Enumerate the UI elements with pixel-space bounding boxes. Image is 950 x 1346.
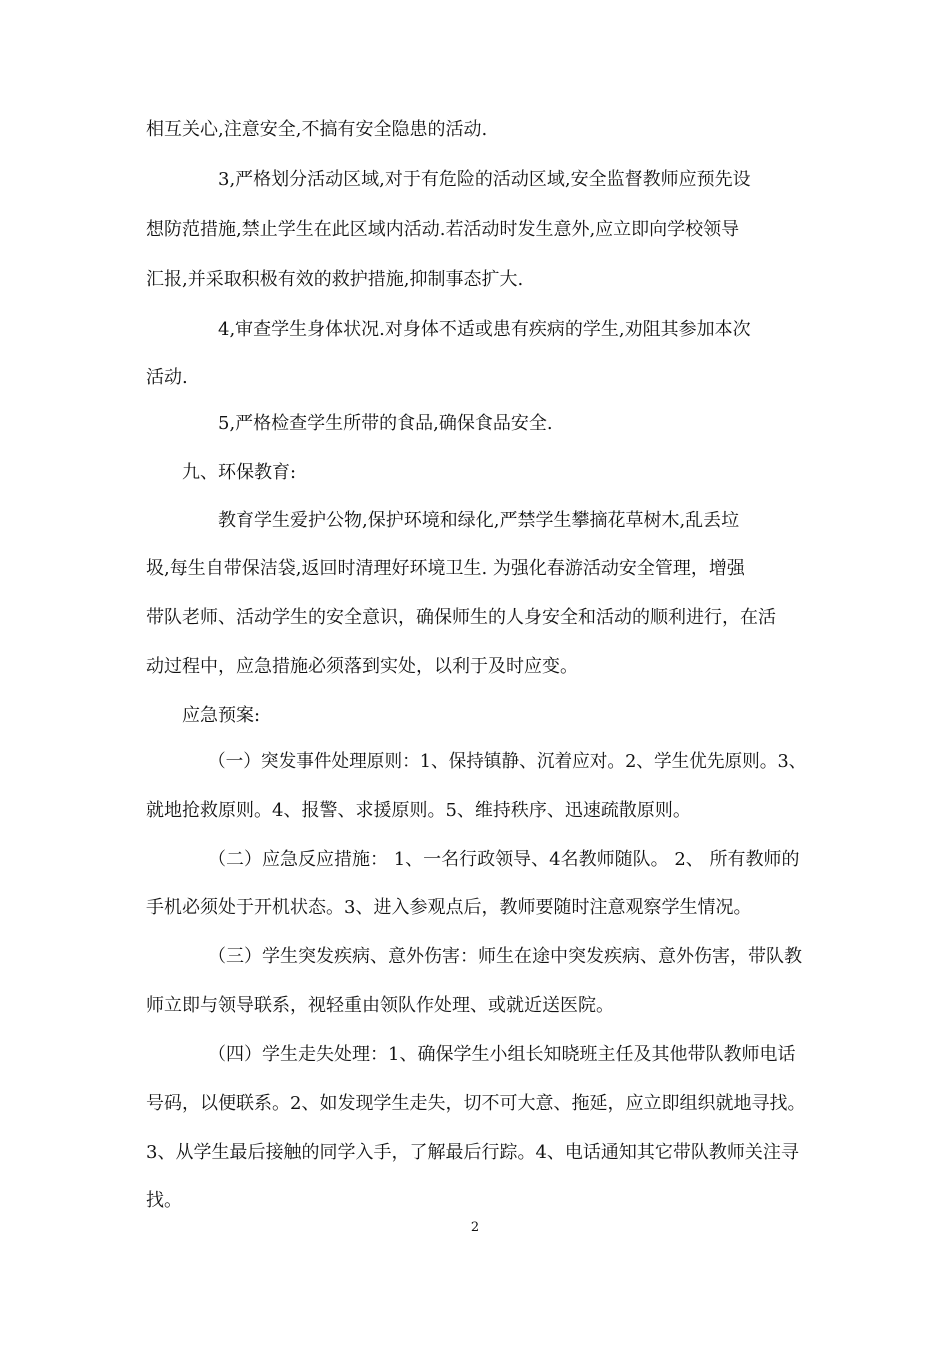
text-line: （四）学生走失处理：1、确保学生小组长知晓班主任及其他带队教师电话 <box>208 1044 796 1065</box>
text-line: 教育学生爱护公物,保护环境和绿化,严禁学生攀摘花草树木,乱丢垃 <box>218 510 740 531</box>
text-line: 号码，以便联系。2、如发现学生走失，切不可大意、拖延，应立即组织就地寻找。 <box>146 1093 806 1114</box>
text-line: 相互关心,注意安全,不搞有安全隐患的活动. <box>146 119 488 140</box>
text-line: 4,审查学生身体状况.对身体不适或患有疾病的学生,劝阻其参加本次 <box>218 319 751 340</box>
text-line: （三）学生突发疾病、意外伤害：师生在途中突发疾病、意外伤害，带队教 <box>208 946 802 967</box>
text-line: （一）突发事件处理原则：1、保持镇静、沉着应对。2、学生优先原则。3、 <box>208 751 807 772</box>
text-line: 动过程中，应急措施必须落到实处，以利于及时应变。 <box>146 656 578 677</box>
text-line: 3、从学生最后接触的同学入手，了解最后行踪。4、电话通知其它带队教师关注寻 <box>146 1142 799 1163</box>
text-line: 想防范措施,禁止学生在此区域内活动.若活动时发生意外,应立即向学校领导 <box>146 219 740 240</box>
text-line: 找。 <box>146 1190 182 1211</box>
text-line: 活动. <box>146 367 188 388</box>
text-line: 手机必须处于开机状态。3、进入参观点后，教师要随时注意观察学生情况。 <box>146 897 752 918</box>
text-line: （二）应急反应措施： 1、一名行政领导、4名教师随队。 2、 所有教师的 <box>208 849 800 870</box>
section-heading: 九、环保教育: <box>182 462 297 483</box>
text-line: 就地抢救原则。4、报警、求援原则。5、维持秩序、迅速疏散原则。 <box>146 800 691 821</box>
text-line: 5,严格检查学生所带的食品,确保食品安全. <box>218 413 553 434</box>
section-heading: 应急预案: <box>182 705 261 726</box>
page-number: 2 <box>470 1220 480 1235</box>
text-line: 师立即与领导联系，视轻重由领队作处理、或就近送医院。 <box>146 995 614 1016</box>
text-line: 3,严格划分活动区域,对于有危险的活动区域,安全监督教师应预先设 <box>218 169 751 190</box>
text-line: 圾,每生自带保洁袋,返回时清理好环境卫生. 为强化春游活动安全管理，增强 <box>146 558 745 579</box>
text-line: 汇报,并采取积极有效的救护措施,抑制事态扩大. <box>146 269 524 290</box>
text-line: 带队老师、活动学生的安全意识，确保师生的人身安全和活动的顺利进行，在活 <box>146 607 776 628</box>
